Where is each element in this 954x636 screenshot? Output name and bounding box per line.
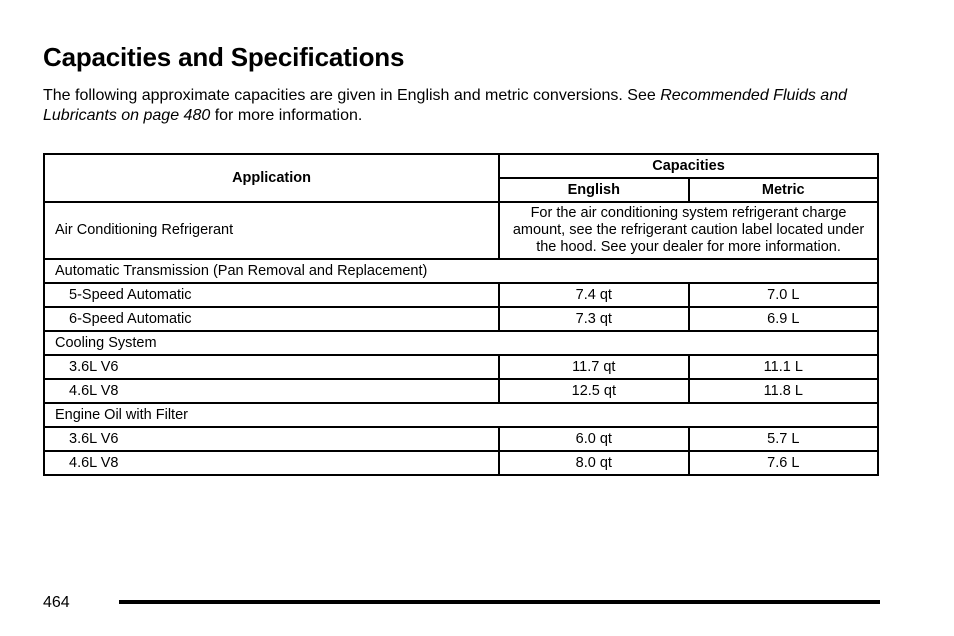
section-row-engine-oil bbox=[44, 403, 878, 427]
row-metric: 11.1 L bbox=[689, 355, 878, 379]
ac-refrigerant-label: Air Conditioning Refrigerant bbox=[44, 202, 499, 259]
row-metric: 7.6 L bbox=[689, 451, 878, 475]
table-row bbox=[44, 307, 878, 331]
table-row bbox=[44, 355, 878, 379]
row-english: 8.0 qt bbox=[499, 451, 688, 475]
row-metric: 5.7 L bbox=[689, 427, 878, 451]
section-row-cooling bbox=[44, 331, 878, 355]
table-row bbox=[44, 379, 878, 403]
page-number: 464 bbox=[43, 594, 70, 611]
intro-text-end: for more information. bbox=[210, 107, 363, 124]
row-name: 4.6L V8 bbox=[44, 379, 499, 403]
table-row bbox=[44, 427, 878, 451]
row-name: 4.6L V8 bbox=[44, 451, 499, 475]
section-label: Automatic Transmission (Pan Removal and Replacement) bbox=[44, 259, 878, 283]
row-metric: 11.8 L bbox=[689, 379, 878, 403]
header-application: Application bbox=[44, 154, 499, 202]
section-row-transmission bbox=[44, 259, 878, 283]
row-name: 3.6L V6 bbox=[44, 355, 499, 379]
table-row bbox=[44, 283, 878, 307]
intro-text-start: The following approximate capacities are given in English and metric conversions. See bbox=[43, 87, 661, 104]
row-english: 11.7 qt bbox=[499, 355, 688, 379]
footer-divider bbox=[119, 600, 880, 604]
page-title: Capacities and Specifications bbox=[43, 42, 405, 72]
intro-reference-link: Recommended Fluids and Lubricants on page 480 bbox=[43, 87, 847, 124]
capacities-table bbox=[43, 153, 879, 476]
table-row bbox=[44, 451, 878, 475]
row-name: 3.6L V6 bbox=[44, 427, 499, 451]
ac-refrigerant-note: For the air conditioning system refrigerant charge amount, see the refrigerant caution label located under the hood. See your dealer for more information. bbox=[499, 202, 878, 259]
row-english: 6.0 qt bbox=[499, 427, 688, 451]
section-label: Cooling System bbox=[44, 331, 878, 355]
row-name: 5-Speed Automatic bbox=[44, 283, 499, 307]
row-metric: 7.0 L bbox=[689, 283, 878, 307]
intro-paragraph bbox=[43, 86, 883, 126]
section-label: Engine Oil with Filter bbox=[44, 403, 878, 427]
header-english: English bbox=[499, 178, 688, 202]
row-english: 7.4 qt bbox=[499, 283, 688, 307]
row-english: 12.5 qt bbox=[499, 379, 688, 403]
row-metric: 6.9 L bbox=[689, 307, 878, 331]
header-capacities: Capacities bbox=[499, 154, 878, 178]
row-name: 6-Speed Automatic bbox=[44, 307, 499, 331]
table-row-ac-refrigerant bbox=[44, 202, 878, 259]
row-english: 7.3 qt bbox=[499, 307, 688, 331]
header-metric: Metric bbox=[689, 178, 878, 202]
